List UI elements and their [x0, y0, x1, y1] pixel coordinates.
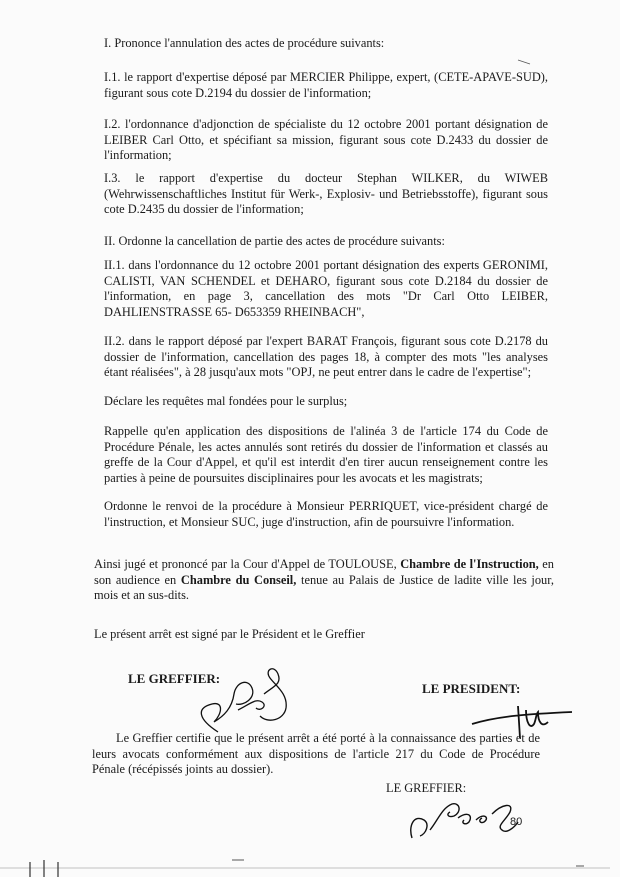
greffier-label: LE GREFFIER: [128, 671, 221, 686]
ainsi-text-1: Ainsi jugé et prononcé par la Cour d'Appel de TOULOUSE, [94, 557, 397, 571]
section-2-title: II. Ordonne la cancellation de partie des actes de procédure suivants: [104, 234, 445, 248]
page-number: 80 [510, 816, 523, 828]
item-ii2-label: II.2. [104, 334, 125, 348]
item-ii1-text: dans l'ordonnance du 12 octobre 2001 portant désignation des experts GERONIMI, CALISTI, VAN SCHENDEL et DEHARO, figurant sous cote D.2184 du dossier de l'information, en page 3, cancellation des mots "Dr Carl Otto LEIBER, DAHLIENSTRASSE 65- D653359 RHEINBACH", [104, 258, 548, 319]
greffier-label-2: LE GREFFIER: [386, 781, 467, 795]
item-i3-text: le rapport d'expertise du docteur Stephan WILKER, du WIWEB (Wehrwissenschaftliches Institut für Werk-, Explosiv- und Betriebsstoffe), figurant sous cote D.2435 du dossier de l'information; [104, 171, 548, 216]
chambre-conseil: Chambre du Conseil, [180, 572, 297, 587]
item-ii1-label: II.1. [104, 258, 125, 272]
ainsi-text-3: tenue au Palais de Justice de ladite ville les jour, mois et an sus-dits. [94, 572, 554, 602]
item-i2-label: I.2. [104, 117, 121, 131]
section-1-title: I. Prononce l'annulation des actes de procédure suivants: [104, 36, 385, 50]
present-paragraph: Le présent arrêt est signé par le Président et le Greffier [94, 627, 365, 641]
item-i1-label: I.1. [104, 70, 121, 84]
ordonne-paragraph: Ordonne le renvoi de la procédure à Monsieur PERRIQUET, vice-président chargé de l'instruction, et Monsieur SUC, juge d'instruction, afin de poursuivre l'information. [104, 499, 548, 529]
president-label: LE PRESIDENT: [422, 681, 521, 696]
rappelle-paragraph: Rappelle qu'en application des dispositions de l'alinéa 3 de l'article 174 du Code de Procédure Pénale, les actes annulés sont retirés du dossier de l'information et classés au greffe de la Cour d'Appel, et qu'il est interdit d'en tirer aucun renseignement contre les parties à peine de poursuites disciplinaires pour les avocats et les magistrats; [104, 424, 548, 485]
declare-paragraph: Déclare les requêtes mal fondées pour le surplus; [104, 394, 348, 408]
certifie-paragraph: Le Greffier certifie que le présent arrêt a été porté à la connaissance des parties et de leurs avocats conformément aux dispositions de l'article 217 du Code de Procédure Pénale (récépissés joints au dossier). [92, 731, 540, 776]
ainsi-text-2: en son audience en [94, 557, 554, 587]
item-ii2-text: dans le rapport déposé par l'expert BARAT François, figurant sous cote D.2178 du dossier de l'information, cancellation des pages 18, à compter des mots "les analyses étant réalisées", à 28 jusqu'aux mots "OPJ, ne peut entrer dans le cadre de l'expertise"; [104, 334, 548, 379]
item-i3-label: I.3. [104, 171, 121, 185]
chambre-instruction: Chambre de l'Instruction, [400, 557, 539, 571]
item-i2-text: l'ordonnance d'adjonction de spécialiste du 12 octobre 2001 portant désignation de LEIBER Carl Otto, et spécifiant sa mission, figurant sous cote D.2433 du dossier de l'information; [104, 117, 548, 162]
item-i1-text: le rapport d'expertise déposé par MERCIER Philippe, expert, (CETE-APAVE-SUD), figurant sous cote D.2194 du dossier de l'information; [104, 70, 548, 100]
